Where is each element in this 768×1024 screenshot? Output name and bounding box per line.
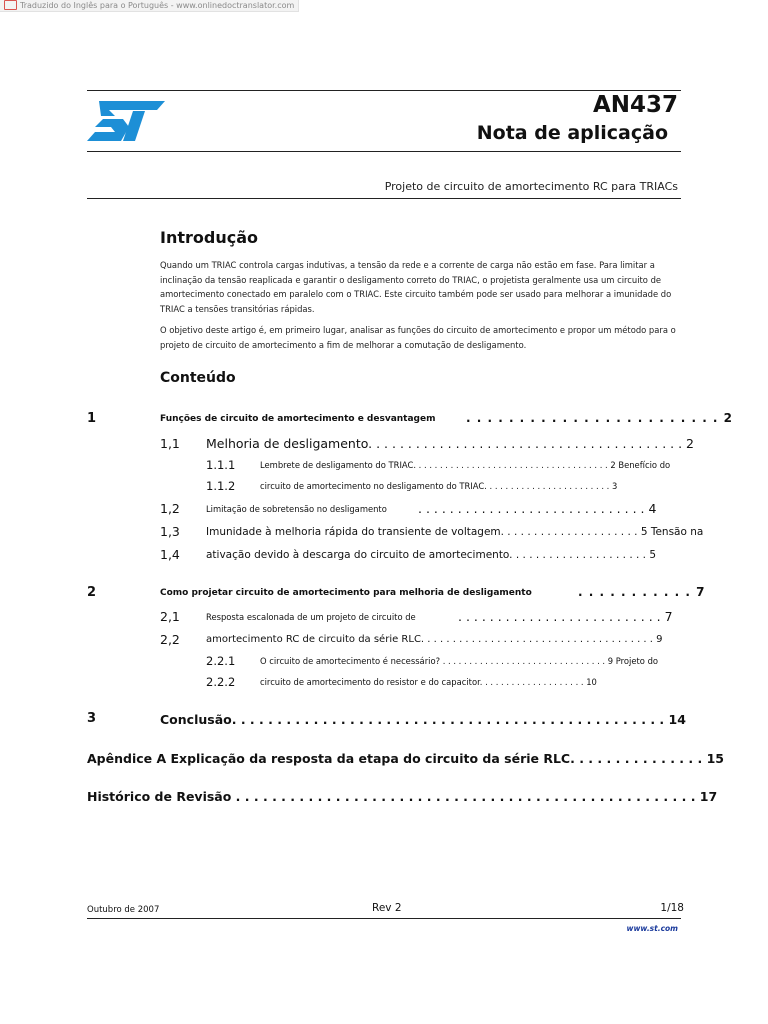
toc-number-1-2: 1,2: [160, 501, 180, 516]
toc-number-2: 2: [87, 585, 97, 600]
toc-number-1-1-1: 1.1.1: [206, 458, 236, 472]
intro-paragraph-2: O objetivo deste artigo é, em primeiro lugar, analisar as funções do circuito de amortecimento e propor um método para o projeto de circuito de amortecimento a fim de melhorar a comutação de desligamento.: [160, 325, 676, 350]
translator-banner-text: Traduzido do Inglês para o Português - www.onlinedoctranslator.com: [20, 1, 295, 10]
toc-dots-2: . . . . . . . . . . . 7: [578, 585, 706, 599]
toc-entry-1-1[interactable]: Melhoria de desligamento. . . . . . . . . . . . . . . . . . . . . . . . . . . . . . . . . . . . . . . . 2: [206, 436, 694, 451]
toc-number-2-2: 2,2: [160, 632, 180, 647]
intro-heading: Introdução: [160, 228, 258, 247]
header-top-rule: [87, 90, 681, 91]
toc-number-1-3: 1,3: [160, 524, 180, 539]
footer-revision: Rev 2: [372, 902, 402, 914]
toc-number-2-2-1: 2.2.1: [206, 654, 236, 668]
toc-entry-1-2[interactable]: Limitação de sobretensão no desligamento: [206, 504, 387, 514]
toc-number-2-1: 2,1: [160, 609, 180, 624]
toc-entry-1-4[interactable]: ativação devido à descarga do circuito de amortecimento. . . . . . . . . . . . . . . . . . . . . 5: [206, 549, 657, 561]
toc-number-1-1-2: 1.1.2: [206, 479, 236, 493]
toc-number-1-4: 1,4: [160, 547, 180, 562]
header-mid-rule: [87, 151, 681, 152]
footer-rule: [87, 918, 681, 919]
st-logo-icon: [87, 97, 167, 145]
toc-entry-2-2-2[interactable]: circuito de amortecimento do resistor e do capacitor. . . . . . . . . . . . . . . . . . . . 10: [260, 677, 597, 687]
footer-date: Outubro de 2007: [87, 905, 160, 915]
toc-entry-2-1[interactable]: Resposta escalonada de um projeto de circuito de: [206, 612, 416, 622]
header-bottom-rule: [87, 198, 681, 199]
toc-entry-1[interactable]: Funções de circuito de amortecimento e desvantagem: [160, 414, 436, 424]
footer-page-number: 1/18: [660, 902, 684, 914]
document-subtitle: Projeto de circuito de amortecimento RC para TRIACs: [384, 180, 678, 193]
toc-number-2-2-2: 2.2.2: [206, 675, 236, 689]
toc-dots-1: . . . . . . . . . . . . . . . . . . . . . . . . 2: [466, 411, 734, 425]
translator-icon: [4, 0, 17, 10]
toc-entry-1-1-1[interactable]: Lembrete de desligamento do TRIAC. . . . . . . . . . . . . . . . . . . . . . . . . . . . . . . . . . . . . 2 Benefício do: [260, 460, 671, 470]
toc-dots-1-2: . . . . . . . . . . . . . . . . . . . . . . . . . . . . . 4: [418, 501, 657, 516]
toc-number-1-1: 1,1: [160, 436, 180, 451]
document-type: Nota de aplicação: [476, 122, 668, 144]
toc-number-3: 3: [87, 711, 97, 726]
toc-entry-2-2-1[interactable]: O circuito de amortecimento é necessário? . . . . . . . . . . . . . . . . . . . . . . . . . . . . . . . 9 Projeto do: [260, 656, 659, 666]
toc-number-1: 1: [87, 411, 97, 426]
contents-heading: Conteúdo: [160, 370, 236, 386]
translator-banner[interactable]: [0, 0, 299, 12]
toc-entry-3[interactable]: Conclusão. . . . . . . . . . . . . . . . . . . . . . . . . . . . . . . . . . . . . . . . . . . . . . . . 14: [160, 712, 686, 727]
document-id: AN437: [592, 92, 678, 118]
toc-entry-1-3[interactable]: Imunidade à melhoria rápida do transiente de voltagem. . . . . . . . . . . . . . . . . . . . . 5 Tensão na: [206, 526, 704, 538]
intro-paragraph-1: Quando um TRIAC controla cargas indutivas, a tensão da rede e a corrente de carga não estão em fase. Para limitar a inclinação da tensão reaplicada e garantir o desligamento correto do TRIAC, o projetista geralmente usa um circuito de amortecimento conectado em paralelo com o TRIAC. Este circuito também pode ser usado para melhorar a imunidade do TRIAC a tensões transitórias rápidas.: [160, 260, 672, 314]
footer-website-link[interactable]: www.st.com: [626, 924, 678, 933]
toc-entry-1-1-2[interactable]: circuito de amortecimento no desligamento do TRIAC. . . . . . . . . . . . . . . . . . . . . . . . 3: [260, 481, 618, 491]
toc-entry-2[interactable]: Como projetar circuito de amortecimento para melhoria de desligamento: [160, 588, 532, 598]
toc-entry-2-2[interactable]: amortecimento RC de circuito da série RLC. . . . . . . . . . . . . . . . . . . . . . . . . . . . . . . . . . . . . 9: [206, 634, 663, 645]
toc-dots-2-1: . . . . . . . . . . . . . . . . . . . . . . . . . . 7: [458, 609, 673, 624]
toc-entry-appendix-a[interactable]: Apêndice A Explicação da resposta da etapa do circuito da série RLC. . . . . . . . . . . . . . . 15: [87, 751, 725, 766]
toc-entry-revision-history[interactable]: Histórico de Revisão . . . . . . . . . . . . . . . . . . . . . . . . . . . . . . . . . . . . . . . . . . . . . . . . . . . 17: [87, 789, 718, 804]
